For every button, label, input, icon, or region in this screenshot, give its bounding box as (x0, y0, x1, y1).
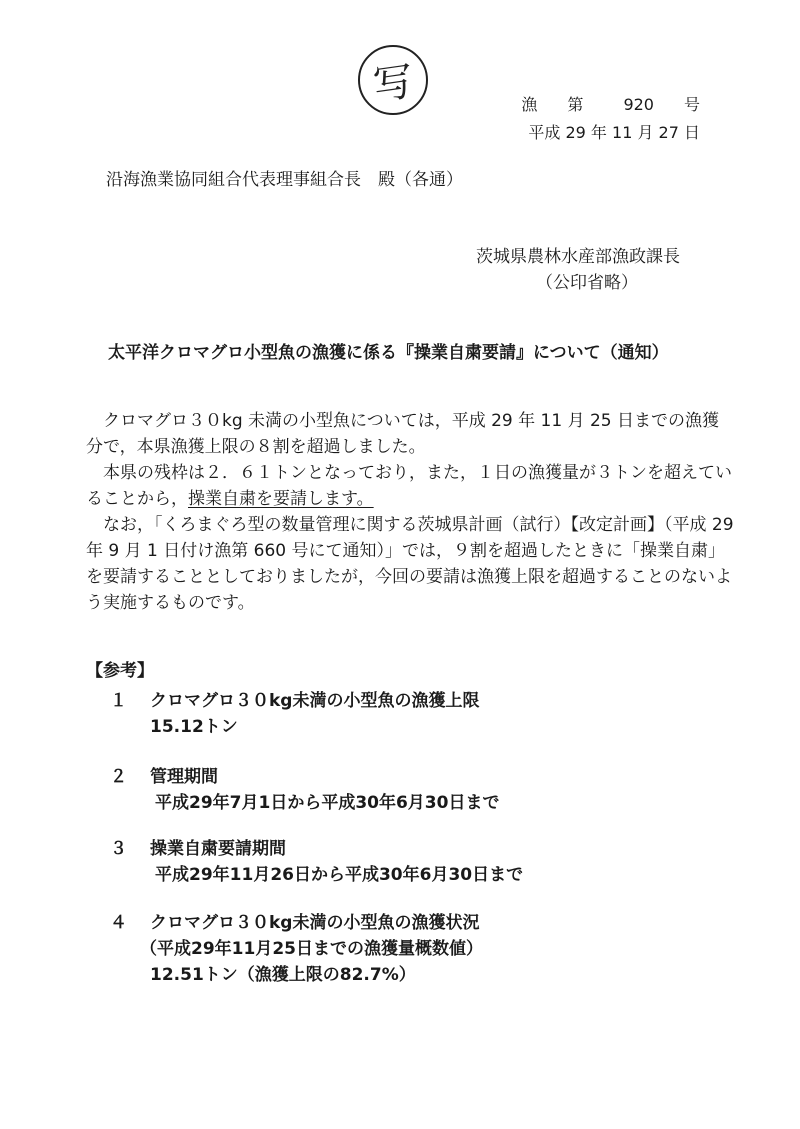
doc-prefix: 漁 (521, 95, 538, 114)
reference-heading: 【参考】 (86, 661, 154, 681)
reference-item-label: 操業自粛要請期間 (150, 839, 286, 859)
doc-mid: 第 (567, 95, 584, 114)
reference-item-number: ４ (110, 913, 127, 933)
reference-item-number: １ (110, 691, 127, 711)
reference-item-4-value: 12.51トン（漁獲上限の82.7%） (150, 965, 416, 985)
reference-item-label: クロマグロ３０kg未満の小型魚の漁獲状況 (150, 913, 480, 933)
body-paragraph-2-request: 操業自粛を要請します。 (188, 489, 374, 509)
sender-office: 茨城県農林水産部漁政課長 (476, 247, 680, 267)
reference-item-3 (110, 834, 286, 859)
reference-item-1 (110, 686, 479, 711)
reference-item-label: クロマグロ３０kg未満の小型魚の漁獲上限 (150, 691, 480, 711)
document-date: 平成 29 年 11 月 27 日 (528, 123, 700, 142)
reference-item-2 (110, 762, 218, 787)
document-number (521, 92, 700, 115)
reference-item-number: ２ (110, 767, 127, 787)
body-paragraph-2-text: 本県の残枠は２．６１トンとなっており，また，１日の漁獲量が３トンを超えていることから， (86, 463, 732, 509)
doc-number: 920 (623, 95, 654, 114)
body-text (86, 408, 736, 616)
reference-item-3-value: 平成29年11月26日から平成30年6月30日まで (155, 865, 524, 885)
body-paragraph-2 (86, 460, 736, 512)
doc-suffix: 号 (683, 95, 700, 114)
document-title: 太平洋クロマグロ小型魚の漁獲に係る『操業自粛要請』について（通知） (108, 343, 669, 363)
reference-item-label: 管理期間 (150, 767, 218, 787)
reference-item-4 (110, 908, 479, 933)
reference-item-2-value: 平成29年7月1日から平成30年6月30日まで (155, 793, 500, 813)
body-paragraph-3: なお，「くろまぐろ型の数量管理に関する茨城県計画（試行）【改定計画】（平成 29 年 9 月 1 日付け漁第 660 号にて通知）」では，９割を超過したときに「操業自粛」を要請することとしておりましたが，今回の要請は漁獲上限を超過することのないよう実施するものです。 (86, 515, 734, 613)
reference-item-1-value: 15.12トン (150, 717, 238, 737)
reference-item-number: ３ (110, 839, 127, 859)
addressee: 沿海漁業協同組合代表理事組合長 殿（各通） (106, 170, 463, 190)
seal-omitted-note: （公印省略） (536, 273, 638, 293)
copy-stamp-icon (358, 45, 428, 115)
stamp-glyph: 写 (370, 57, 417, 110)
reference-item-4-note: （平成29年11月25日までの漁獲量概数値） (140, 939, 483, 959)
body-paragraph-1: クロマグロ３０kg 未満の小型魚については，平成 29 年 11 月 25 日までの漁獲分で，本県漁獲上限の８割を超過しました。 (86, 411, 720, 457)
